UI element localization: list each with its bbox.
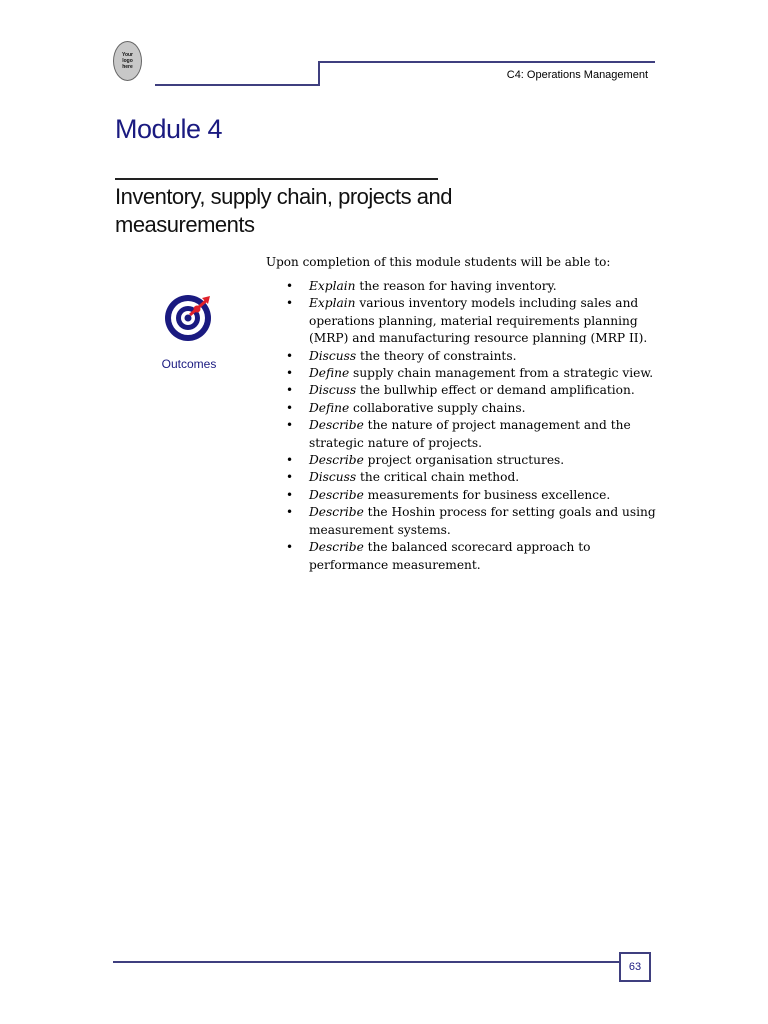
logo: Your logo here [113,41,142,81]
footer-rule [113,961,620,963]
outcomes-intro: Upon completion of this module students will be able to: [266,255,611,269]
outcome-text: the reason for having inventory. [355,279,557,293]
list-item [266,278,666,295]
outcome-text: the critical chain method. [356,470,520,485]
header-rule-top [318,61,655,63]
outcomes-list [266,278,666,574]
outcome-verb: Describe [309,540,364,555]
list-item [266,469,666,486]
title-rule [115,178,438,180]
list-item [266,487,666,504]
outcome-text: various inventory models including sales and operations planning, material requirements planning (MRP) and manufacturing resource planning (MRP II). [309,296,648,346]
outcome-text: the bullwhip effect or demand amplification. [356,383,635,398]
list-item [266,452,666,469]
target-icon [164,292,214,342]
section-title: Inventory, supply chain, projects and measurements [115,184,452,237]
outcome-verb: Explain [309,279,356,293]
outcome-verb: Describe [309,505,364,520]
outcome-verb: Describe [309,487,364,502]
header-rule-step [318,61,320,86]
outcome-verb: Define [309,400,350,415]
list-item [266,504,666,539]
outcome-text: project organisation structures. [363,453,565,468]
outcome-verb: Define [309,366,350,381]
header-rule-left [155,84,319,86]
outcome-text: supply chain management from a strategic view. [349,366,654,381]
outcome-text: the theory of constraints. [356,348,517,363]
outcome-verb: Discuss [309,470,357,485]
outcome-verb: Discuss [309,348,357,363]
page-number: 63 [619,952,651,982]
list-item [266,295,666,347]
list-item [266,400,666,417]
outcome-text: measurements for business excellence. [363,487,611,502]
list-item [266,365,666,382]
course-title: C4: Operations Management [506,69,648,81]
outcome-verb: Discuss [309,383,357,398]
outcome-verb: Describe [309,418,364,433]
outcome-verb: Describe [309,453,364,468]
outcome-text: collaborative supply chains. [349,400,526,415]
outcome-verb: Explain [309,296,356,311]
list-item [266,539,666,574]
outcome-text: the nature of project management and the strategic nature of projects. [309,418,631,450]
list-item [266,417,666,452]
list-item [266,382,666,399]
module-title: Module 4 [115,114,223,144]
outcomes-label: Outcomes [161,357,217,371]
outcome-text: the Hoshin process for setting goals and using measurement systems. [309,505,656,537]
outcome-text: the balanced scorecard approach to performance measurement. [309,540,591,572]
list-item [266,348,666,365]
